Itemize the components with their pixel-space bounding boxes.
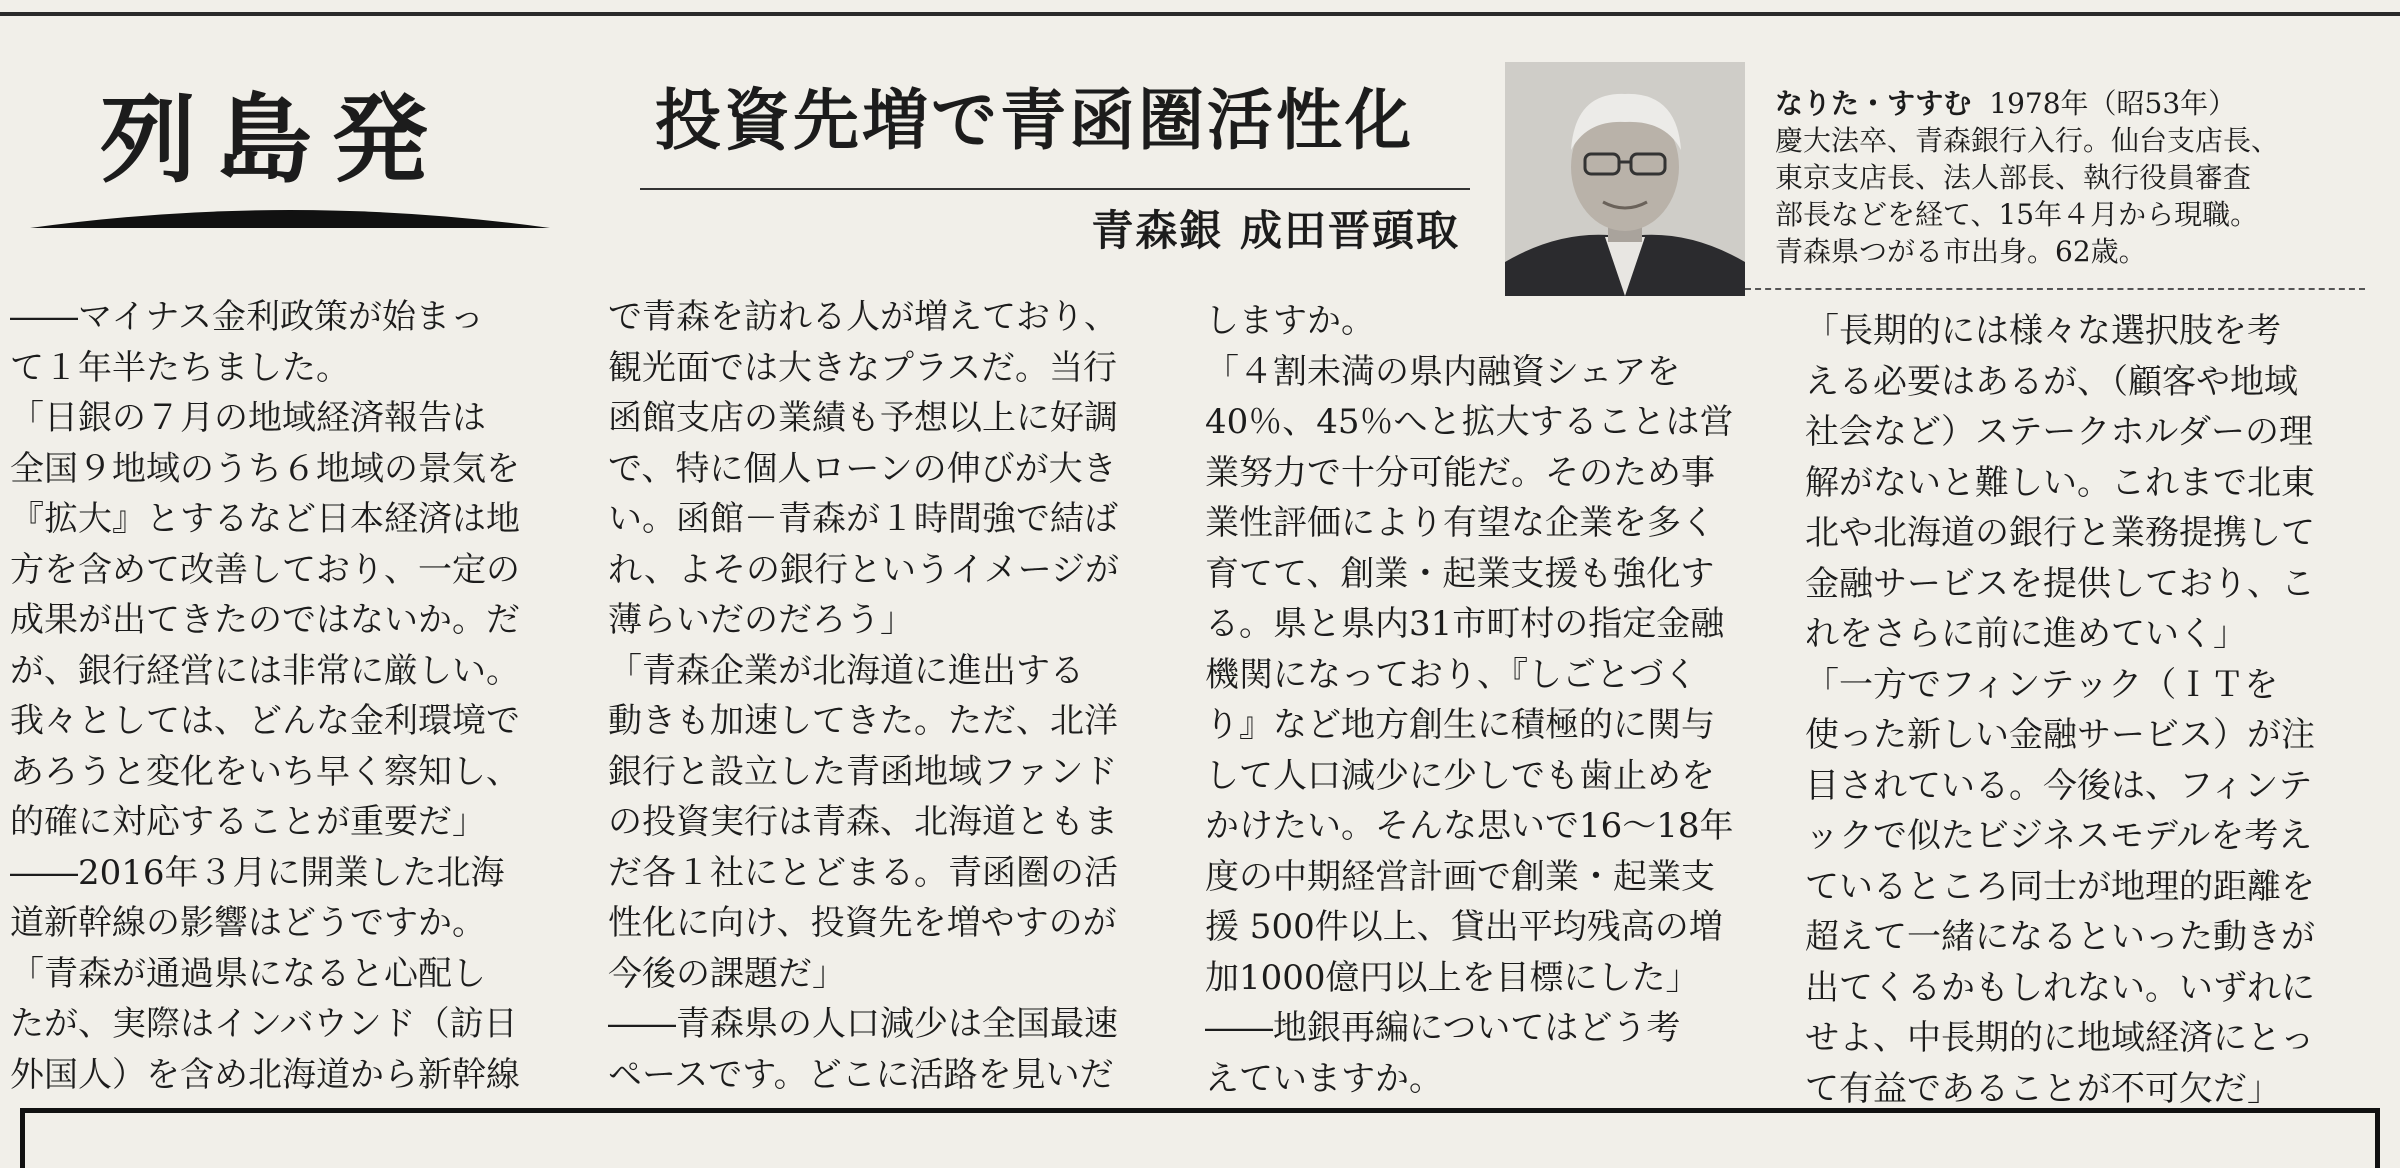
article-line: 「一方でフィンテック（ＩＴを xyxy=(1805,664,2279,705)
article-line: しますか。 xyxy=(1205,301,1375,341)
article-line: 性化に向け、投資先を増やすのが xyxy=(608,903,1117,943)
article-line: 「長期的には様々な選択肢を考 xyxy=(1805,311,2281,351)
article-line: 我々としては、どんな金利環境で xyxy=(10,701,520,741)
article-line: 「青森が通過県になると心配し xyxy=(10,953,486,994)
article-line: 援 500件以上、貸出平均残高の増 xyxy=(1205,907,1723,947)
author-name: なりた・すすむ xyxy=(1775,87,1972,120)
article-line: 40％、45％へと拡大することは営 xyxy=(1205,402,1734,442)
bio-line: 部長などを経て、15年４月から現職。 xyxy=(1775,198,2259,231)
article-line: で青森を訪れる人が増えており、 xyxy=(608,297,1118,337)
article-line: る。県と県内31市町村の指定金融 xyxy=(1205,604,1725,644)
article-column-1 xyxy=(10,292,570,1100)
article-line: 解がないと難しい。これまで北東 xyxy=(1805,462,2315,503)
article-line: ――2016年３月に開業した北海 xyxy=(10,852,505,893)
article-line: れ、よその銀行というイメージが xyxy=(608,549,1120,590)
author-bio xyxy=(1775,85,2365,270)
article-line: 度の中期経営計画で創業・起業支 xyxy=(1205,856,1715,897)
article-column-2 xyxy=(608,292,1168,1100)
article-line: 方を含めて改善しており、一定の xyxy=(10,549,520,590)
next-article-frame xyxy=(20,1108,2380,1168)
article-line: かけたい。そんな思いで16～18年 xyxy=(1205,806,1734,846)
article-line: あろうと変化をいち早く察知し、 xyxy=(10,751,520,792)
article-column-3 xyxy=(1205,296,1765,1104)
article-line: 業性評価により有望な企業を多く xyxy=(1205,503,1715,543)
article-line: 『拡大』とするなど日本経済は地 xyxy=(10,499,520,539)
article-line: 超えて一緒になるといった動きが xyxy=(1805,917,2315,957)
bio-line: 青森県つがる市出身。62歳。 xyxy=(1775,235,2147,268)
article-line: で、特に個人ローンの伸びが大き xyxy=(608,448,1117,489)
article-line: える必要はあるが、（顧客や地域 xyxy=(1805,361,2298,402)
article-line: 加1000億円以上を目標にした」 xyxy=(1205,957,1700,998)
article-line: 社会など）ステークホルダーの理 xyxy=(1805,412,2313,452)
bio-divider xyxy=(1745,288,2365,290)
article-line: ――青森県の人口減少は全国最速 xyxy=(608,1004,1118,1044)
byline: 青森銀 成田晋頭取 xyxy=(1091,206,1460,255)
article-line: 銀行と設立した青函地域ファンド xyxy=(608,751,1118,792)
article-column-4 xyxy=(1805,306,2365,1114)
article-line: ――地銀再編についてはどう考 xyxy=(1205,1008,1681,1048)
kicker-underline xyxy=(30,198,550,230)
article-line: えていますか。 xyxy=(1205,1058,1443,1099)
article-line: 今後の課題だ」 xyxy=(608,953,846,994)
article-line: 的確に対応することが重要だ」 xyxy=(10,802,486,842)
portrait-photo xyxy=(1505,62,1745,296)
article-line: 薄らいだのだろう」 xyxy=(608,600,914,640)
article-line: 動きも加速してきた。ただ、北洋 xyxy=(608,701,1118,741)
article-line: り』など地方創生に積極的に関与 xyxy=(1205,705,1715,745)
article-line: 道新幹線の影響はどうですか。 xyxy=(10,903,486,943)
article-line: て有益であることが不可欠だ」 xyxy=(1805,1068,2281,1109)
article-line: 業努力で十分可能だ。そのため事 xyxy=(1205,452,1715,493)
article-line: 目されている。今後は、フィンテ xyxy=(1805,765,2313,806)
headline-rule xyxy=(640,188,1470,190)
article-line: 函館支店の業績も予想以上に好調 xyxy=(608,398,1118,438)
article-line: だ各１社にとどまる。青函圏の活 xyxy=(608,852,1118,893)
article-line: たが、実際はインバウンド（訪日 xyxy=(10,1004,518,1044)
top-rule xyxy=(0,12,2400,16)
bio-line: 1978年（昭53年） xyxy=(1989,87,2237,120)
article-line: 機関になっており、『しごとづく xyxy=(1205,654,1698,695)
article-line: 「青森企業が北海道に進出する xyxy=(608,650,1084,691)
section-kicker: 列島発 xyxy=(100,83,448,196)
article-line: ックで似たビジネスモデルを考え xyxy=(1805,816,2313,856)
article-line: れをさらに前に進めていく」 xyxy=(1805,614,2247,654)
article-line: 使った新しい金融サービス）が注 xyxy=(1805,715,2315,755)
article-line: て１年半たちました。 xyxy=(10,347,350,388)
bio-line: 慶大法卒、青森銀行入行。仙台支店長、 xyxy=(1775,124,2280,157)
article-line: 「４割未満の県内融資シェアを xyxy=(1205,351,1681,392)
article-line: 育てて、創業・起業支援も強化す xyxy=(1205,553,1715,594)
bio-line: 東京支店長、法人部長、執行役員審査 xyxy=(1775,161,2252,194)
article-line: 「日銀の７月の地域経済報告は xyxy=(10,398,486,438)
article-line: して人口減少に少しでも歯止めを xyxy=(1205,755,1715,796)
headline: 投資先増で青函圏活性化 xyxy=(655,82,1414,159)
article-line: ペースです。どこに活路を見いだ xyxy=(608,1054,1114,1095)
article-line: が、銀行経営には非常に厳しい。 xyxy=(10,650,520,691)
article-line: 金融サービスを提供しており、こ xyxy=(1805,563,2315,604)
article-line: 北や北海道の銀行と業務提携して xyxy=(1805,513,2315,553)
article-line: 外国人）を含め北海道から新幹線 xyxy=(10,1054,520,1095)
article-line: ているところ同士が地理的距離を xyxy=(1805,866,2315,907)
article-line: 出てくるかもしれない。いずれに xyxy=(1805,967,2315,1008)
article-line: ――マイナス金利政策が始まっ xyxy=(10,297,484,337)
article-line: い。函館－青森が１時間強で結ば xyxy=(608,499,1118,539)
article-line: せよ、中長期的に地域経済にとっ xyxy=(1805,1018,2315,1058)
article-line: 観光面では大きなプラスだ。当行 xyxy=(608,347,1117,388)
article-line: 成果が出てきたのではないか。だ xyxy=(10,600,520,640)
article-line: 全国９地域のうち６地域の景気を xyxy=(10,448,520,489)
article-line: の投資実行は青森、北海道ともま xyxy=(608,802,1118,842)
